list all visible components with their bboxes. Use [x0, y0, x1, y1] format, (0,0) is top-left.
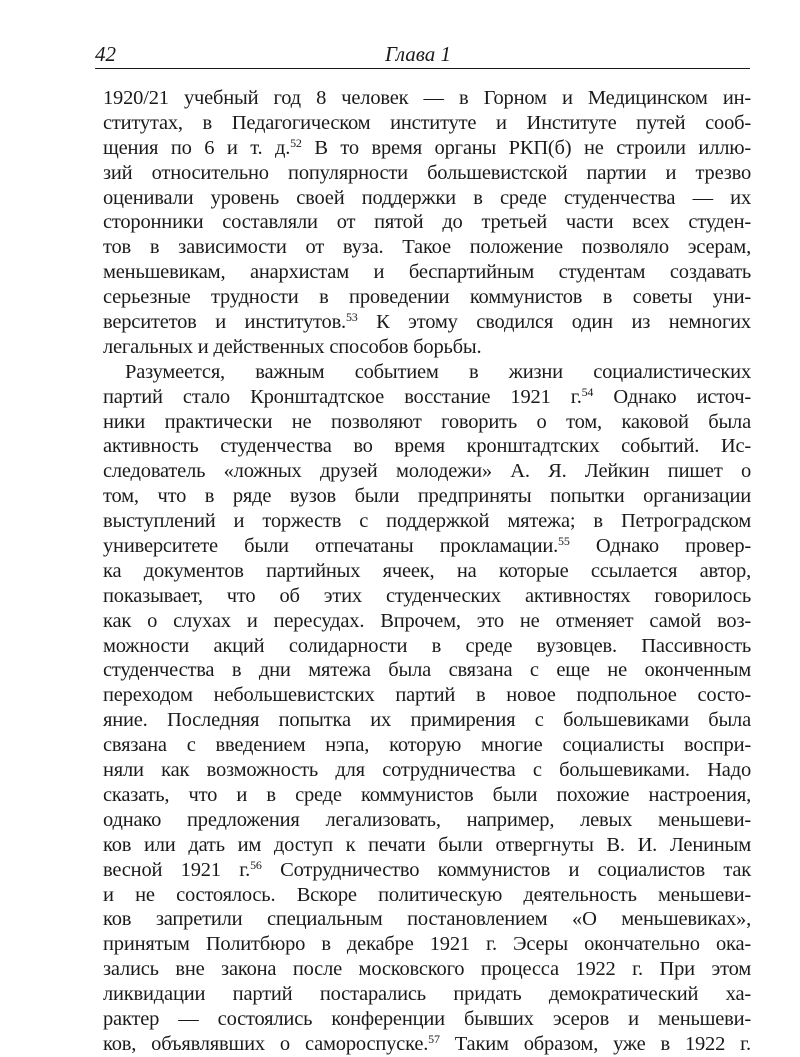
line-text: университете были отпечатаны прокламации.: [103, 535, 559, 558]
line-text: зались вне закона после московского процесса 1922 г. При этом: [103, 958, 751, 981]
text-line: [103, 434, 751, 459]
line-text: няли как возможность для сотрудничества с большевиками. Надо: [103, 759, 751, 782]
line-text: следователь «ложных друзей молодежи» А. Я. Лейкин пишет о: [103, 460, 751, 483]
line-text: тов в зависимости от вуза. Такое положение позволяло эсерам,: [103, 236, 751, 259]
line-text: ники практически не позволяют говорить о том, каковой была: [103, 410, 751, 433]
text-line: [103, 310, 751, 335]
text-line: [103, 86, 751, 111]
line-text: студенчества в дни мятежа была связана с еще не оконченным: [103, 659, 751, 682]
text-line: [103, 459, 751, 484]
line-text: Разумеется, важным событием в жизни социалистических: [125, 360, 751, 383]
text-line: [103, 385, 751, 410]
text-line: [103, 907, 751, 932]
text-line: [103, 509, 751, 534]
body-text: [103, 86, 751, 1057]
line-text: активность студенчества во время кронштадтских событий. Ис-: [103, 435, 751, 458]
text-line: [103, 758, 751, 783]
page-number: 42: [95, 42, 116, 66]
line-text-continued: Однако провер-: [569, 535, 751, 558]
text-line: [103, 833, 751, 858]
text-line: [103, 957, 751, 982]
line-text: зий относительно популярности большевистской партии и трезво: [103, 161, 751, 184]
text-line: [103, 260, 751, 285]
line-text: сказать, что и в среде коммунистов были похожие настроения,: [103, 783, 751, 806]
line-text: ков или дать им доступ к печати были отвергнуты В. И. Лениным: [103, 833, 751, 856]
text-line: [103, 335, 751, 360]
line-text: можности акций солидарности в среде вузовцев. Пассивность: [103, 634, 751, 657]
chapter-title: Глава 1: [385, 42, 451, 66]
line-text-continued: В то время органы РКП(б) не строили иллю-: [301, 136, 751, 159]
line-text: оценивали уровень своей поддержки в среде студенчества — их: [103, 186, 751, 209]
text-line: [103, 883, 751, 908]
text-line: [103, 783, 751, 808]
line-text-continued: К этому сводился один из немногих: [357, 311, 751, 334]
footnote-ref[interactable]: 53: [345, 310, 358, 325]
text-line: [103, 484, 751, 509]
text-line: [103, 186, 751, 211]
line-text: и не состоялось. Вскоре политическую деятельность меньшеви-: [103, 883, 751, 906]
text-line: [103, 708, 751, 733]
line-text: щения по 6 и т. д.: [103, 136, 291, 159]
line-text: яние. Последняя попытка их примирения с большевиками была: [103, 709, 751, 732]
text-line: [103, 1007, 751, 1032]
text-line: [103, 136, 751, 161]
line-text-continued: Таким образом, уже в 1922 г.: [439, 1032, 751, 1055]
text-line: [103, 360, 751, 385]
line-text: связана с введением нэпа, которую многие социалисты воспри-: [103, 734, 751, 757]
footnote-ref[interactable]: 54: [581, 384, 594, 399]
line-text: сторонники составляли от пятой до третьей части всех студен-: [103, 211, 751, 234]
line-text-continued: Сотрудничество коммунистов и социалистов так: [261, 858, 752, 881]
text-line: [103, 683, 751, 708]
line-text: выступлений и торжеств с поддержкой мятежа; в Петроградском: [103, 510, 751, 533]
text-line: [103, 609, 751, 634]
text-line: [103, 584, 751, 609]
line-text: показывает, что об этих студенческих активностях говорилось: [103, 584, 751, 607]
line-text: ков, объявлявших о самороспуске.: [103, 1032, 429, 1055]
text-line: [103, 932, 751, 957]
text-line: [103, 658, 751, 683]
line-text: том, что в ряде вузов были предприняты попытки организации: [103, 485, 751, 508]
line-text: однако предложения легализовать, например, левых меньшеви-: [103, 808, 751, 831]
footnote-ref[interactable]: 57: [428, 1031, 440, 1046]
text-line: [103, 559, 751, 584]
text-line: [103, 733, 751, 758]
line-text: верситетов и институтов.: [103, 311, 346, 334]
line-text: ститутах, в Педагогическом институте и Институте путей сооб-: [103, 111, 751, 134]
line-text: переходом небольшевистских партий в новое подпольное состо-: [103, 684, 751, 707]
text-line: [103, 534, 751, 559]
line-text: рактер — состоялись конференции бывших эсеров и меньшеви-: [103, 1007, 751, 1030]
text-line: [103, 410, 751, 435]
text-line: [103, 982, 751, 1007]
header-rule: [95, 68, 750, 69]
line-text: 1920/21 учебный год 8 человек — в Горном и Медицинском ин-: [103, 87, 751, 109]
text-line: [103, 634, 751, 659]
text-line: [103, 285, 751, 310]
line-text: партий стало Кронштадтское восстание 1921 г.: [103, 385, 582, 408]
text-line: [103, 1032, 751, 1057]
line-text: ка документов партийных ячеек, на которые ссылается автор,: [103, 559, 751, 582]
line-text: весной 1921 г.: [103, 858, 251, 881]
text-line: [103, 111, 751, 136]
footnote-ref[interactable]: 55: [558, 534, 570, 549]
footnote-ref[interactable]: 56: [250, 857, 262, 872]
line-text: как о слухах и пересудах. Впрочем, это не отменяет самой воз-: [103, 609, 751, 632]
line-text: ков запретили специальным постановлением «О меньшевиках»,: [103, 908, 751, 931]
paragraph: [103, 360, 751, 1057]
line-text: серьезные трудности в проведении коммунистов в советы уни-: [103, 286, 751, 309]
text-line: [103, 858, 751, 883]
line-text-continued: Однако источ-: [593, 385, 751, 408]
line-text: меньшевикам, анархистам и беспартийным студентам создавать: [103, 261, 751, 284]
paragraph: [103, 86, 751, 360]
line-text: принятым Политбюро в декабре 1921 г. Эсеры окончательно ока-: [103, 933, 751, 956]
line-text: ликвидации партий постарались придать демократический ха-: [103, 983, 751, 1006]
text-line: [103, 161, 751, 186]
footnote-ref[interactable]: 52: [290, 135, 302, 150]
running-head: [95, 40, 750, 66]
text-line: [103, 235, 751, 260]
text-line: [103, 210, 751, 235]
text-line: [103, 808, 751, 833]
line-text: легальных и действенных способов борьбы.: [103, 335, 482, 358]
